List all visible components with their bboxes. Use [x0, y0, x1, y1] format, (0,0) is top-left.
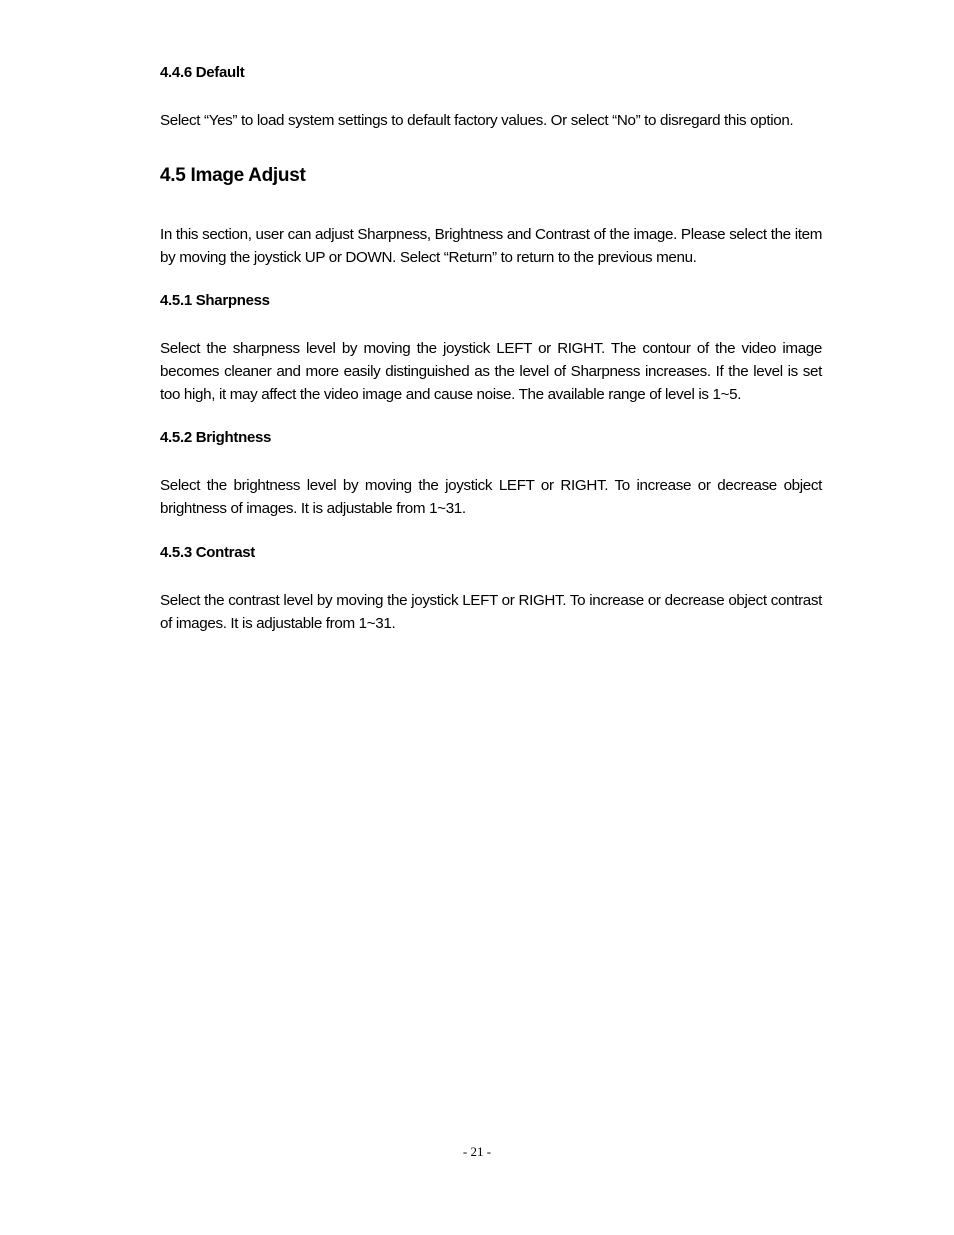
paragraph-sharpness: Select the sharpness level by moving the joystick LEFT or RIGHT. The contour of the video image becomes cleaner and more easily distinguished as the level of Sharpness increases. If the level is set too high, it may affect the video image and cause noise. The available range of level is 1~5.: [160, 340, 822, 403]
heading-brightness: 4.5.2 Brightness: [160, 429, 272, 446]
page-number: - 21 -: [462, 1144, 492, 1159]
paragraph-default: Select “Yes” to load system settings to default factory values. Or select “No” to disregard this option.: [160, 112, 794, 129]
paragraph-brightness: Select the brightness level by moving the joystick LEFT or RIGHT. To increase or decrease object brightness of images. It is adjustable from 1~31.: [160, 477, 822, 517]
paragraph-contrast: Select the contrast level by moving the joystick LEFT or RIGHT. To increase or decrease object contrast of images. It is adjustable from 1~31.: [160, 592, 822, 632]
paragraph-image-adjust: In this section, user can adjust Sharpness, Brightness and Contrast of the image. Please select the item by moving the joystick UP or DOWN. Select “Return” to return to the previous menu.: [160, 226, 822, 266]
heading-sharpness: 4.5.1 Sharpness: [160, 292, 270, 309]
heading-image-adjust: 4.5 Image Adjust: [160, 165, 306, 186]
heading-default: 4.4.6 Default: [160, 64, 245, 81]
heading-contrast: 4.5.3 Contrast: [160, 544, 255, 561]
